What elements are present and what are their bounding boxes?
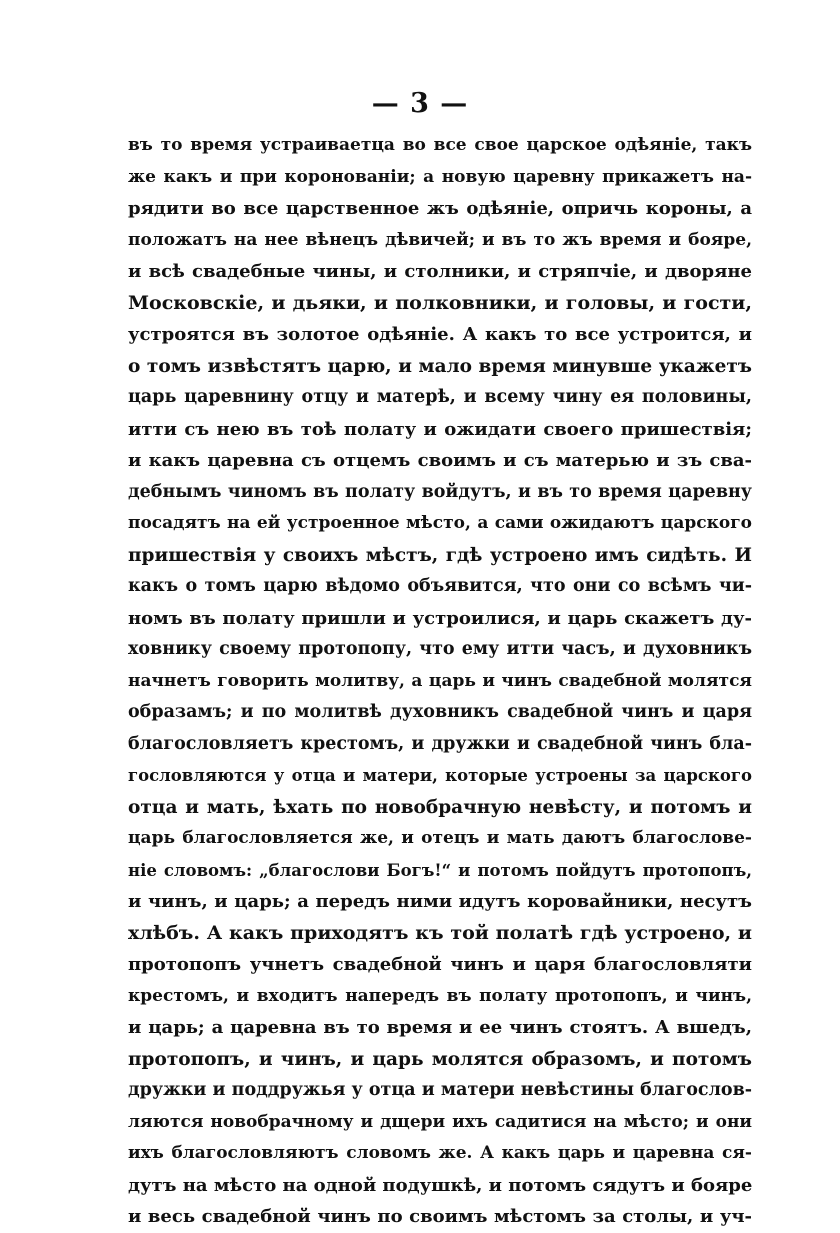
text-line: рядити во все царственное жъ одѣяніе, опричь короны, а: [128, 198, 752, 219]
text-line: и какъ царевна съ отцемъ своимъ и съ матерью и зъ сва-: [128, 450, 752, 471]
text-line: итти съ нею въ тоѣ полату и ожидати своего пришествія;: [128, 418, 752, 440]
text-line: протопопъ, и чинъ, и царь молятся образомъ, и потомъ: [128, 1048, 752, 1070]
text-line: номъ въ полату пришли и устроилися, и царь скажетъ ду-: [128, 607, 752, 629]
text-line: крестомъ, и входитъ напередъ въ полату протопопъ, и чинъ,: [128, 985, 752, 1006]
text-line: протопопъ учнетъ свадебной чинъ и царя благословляти: [128, 954, 752, 975]
text-line: ляются новобрачному и дщери ихъ садитися на мѣсто; и они: [128, 1111, 752, 1132]
text-line: какъ о томъ царю вѣдомо объявится, что они со всѣмъ чи-: [128, 576, 752, 596]
text-line: ніе словомъ: „благослови Богъ!“ и потомъ пойдутъ протопопъ,: [128, 860, 752, 880]
text-line: и всѣ свадебные чины, и столники, и стряпчіе, и дворяне: [128, 261, 752, 282]
page-number: — 3 —: [371, 88, 469, 119]
text-line: и чинъ, и царь; а передъ ними идутъ коровайники, несутъ: [128, 891, 752, 912]
text-line: дружки и поддружья у отца и матери невѣстины благослов-: [128, 1080, 752, 1100]
text-line: царь царевнину отцу и матерѣ, и всему чину ея половины,: [128, 387, 752, 407]
text-line: и весь свадебной чинъ по своимъ мѣстомъ за столы, и уч-: [128, 1206, 752, 1227]
text-line: образамъ; и по молитвѣ духовникъ свадебной чинъ и царя: [128, 702, 752, 722]
body-text: [128, 130, 752, 1233]
text-line: отца и мать, ѣхать по новобрачную невѣсту, и потомъ и: [128, 796, 752, 818]
text-line: начнетъ говорить молитву, а царь и чинъ свадебной молятся: [128, 670, 752, 691]
text-line: царь благословляется же, и отецъ и мать даютъ благослове-: [128, 828, 752, 848]
text-line: дутъ на мѣсто на одной подушкѣ, и потомъ сядутъ и бояре: [128, 1174, 752, 1196]
text-line: благословляетъ крестомъ, и дружки и свадебной чинъ бла-: [128, 733, 752, 754]
text-line: посадятъ на ей устроенное мѣсто, а сами ожидаютъ царского: [128, 513, 752, 533]
text-line: о томъ извѣстятъ царю, и мало время минувше укажетъ: [128, 355, 752, 377]
text-line: ховнику своему протопопу, что ему итти часъ, и духовникъ: [128, 639, 752, 659]
text-line: и царь; а царевна въ то время и ее чинъ стоятъ. А вшедъ,: [128, 1017, 752, 1038]
text-line: Московскіе, и дьяки, и полковники, и головы, и гости,: [128, 291, 752, 314]
text-line: ихъ благословляютъ словомъ же. А какъ царь и царевна ся-: [128, 1143, 752, 1163]
text-line: гословляются у отца и матери, которые устроены за царского: [128, 766, 752, 785]
text-line: положатъ на нее вѣнецъ дѣвичей; и въ то жъ время и бояре,: [128, 229, 752, 250]
text-line: дебнымъ чиномъ въ полату войдутъ, и въ то время царевну: [128, 481, 752, 502]
text-line: въ то время устраиваетца во все свое царское одѣяніе, такъ: [128, 135, 752, 155]
text-line: устроятся въ золотое одѣяніе. А какъ то все устроится, и: [128, 324, 752, 345]
text-line: же какъ и при коронованіи; а новую царевну прикажетъ на-: [128, 166, 752, 187]
text-line: пришествія у своихъ мѣстъ, гдѣ устроено имъ сидѣть. И: [128, 544, 752, 566]
text-line: хлѣбъ. А какъ приходятъ къ той полатѣ гдѣ устроено, и: [128, 921, 752, 944]
